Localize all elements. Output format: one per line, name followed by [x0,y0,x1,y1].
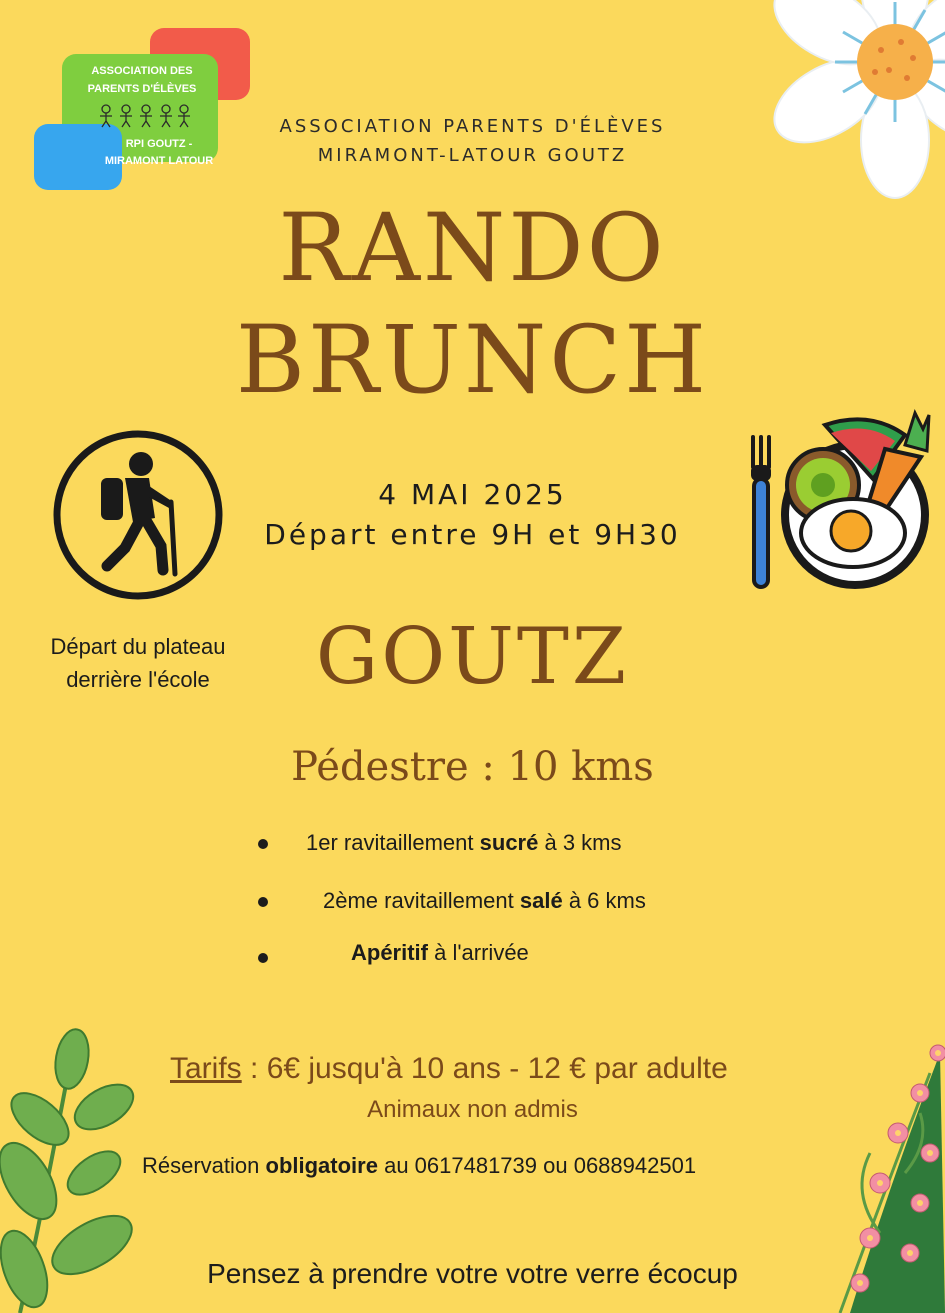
event-location: GOUTZ [315,612,630,702]
reservation-info: Réservation obligatoire au 0617481739 ou 0688942501 [142,1153,697,1178]
walk-distance: Pédestre : 10 kms [291,744,654,790]
animals-notice: Animaux non admis [367,1096,578,1123]
event-title-line1: RANDO [278,194,667,303]
stop-item-1: 1er ravitaillement sucré à 3 kms [306,830,622,855]
start-point: Départ du plateau derrière l'école [50,634,226,692]
stop-item-2: 2ème ravitaillement salé à 6 kms [323,888,646,913]
departure-time: Départ entre 9H et 9H30 [264,518,681,551]
bullet [258,839,268,849]
stop-item-3: Apéritif à l'arrivée [351,940,529,965]
event-title-line2: BRUNCH [235,306,710,415]
pricing: Tarifs : 6€ jusqu'à 10 ans - 12 € par adulte [170,1052,728,1085]
pink-flowers-icon [810,1033,945,1313]
green-leaves-icon [0,1023,150,1313]
logo-text-bottom: RPI GOUTZ - MIRAMONT LATOUR [104,138,214,167]
brunch-plate-icon [745,405,935,593]
bullet [258,953,268,963]
event-date: 4 MAI 2025 [378,478,567,511]
ecocup-reminder: Pensez à prendre votre votre verre écocup [207,1258,738,1289]
organizer-name: ASSOCIATION PARENTS D'ÉLÈVES MIRAMONT-LATOUR GOUTZ [279,116,666,166]
bullet [258,897,268,907]
logo-text-top: ASSOCIATION DES PARENTS D'ÉLÈVES [87,65,197,95]
